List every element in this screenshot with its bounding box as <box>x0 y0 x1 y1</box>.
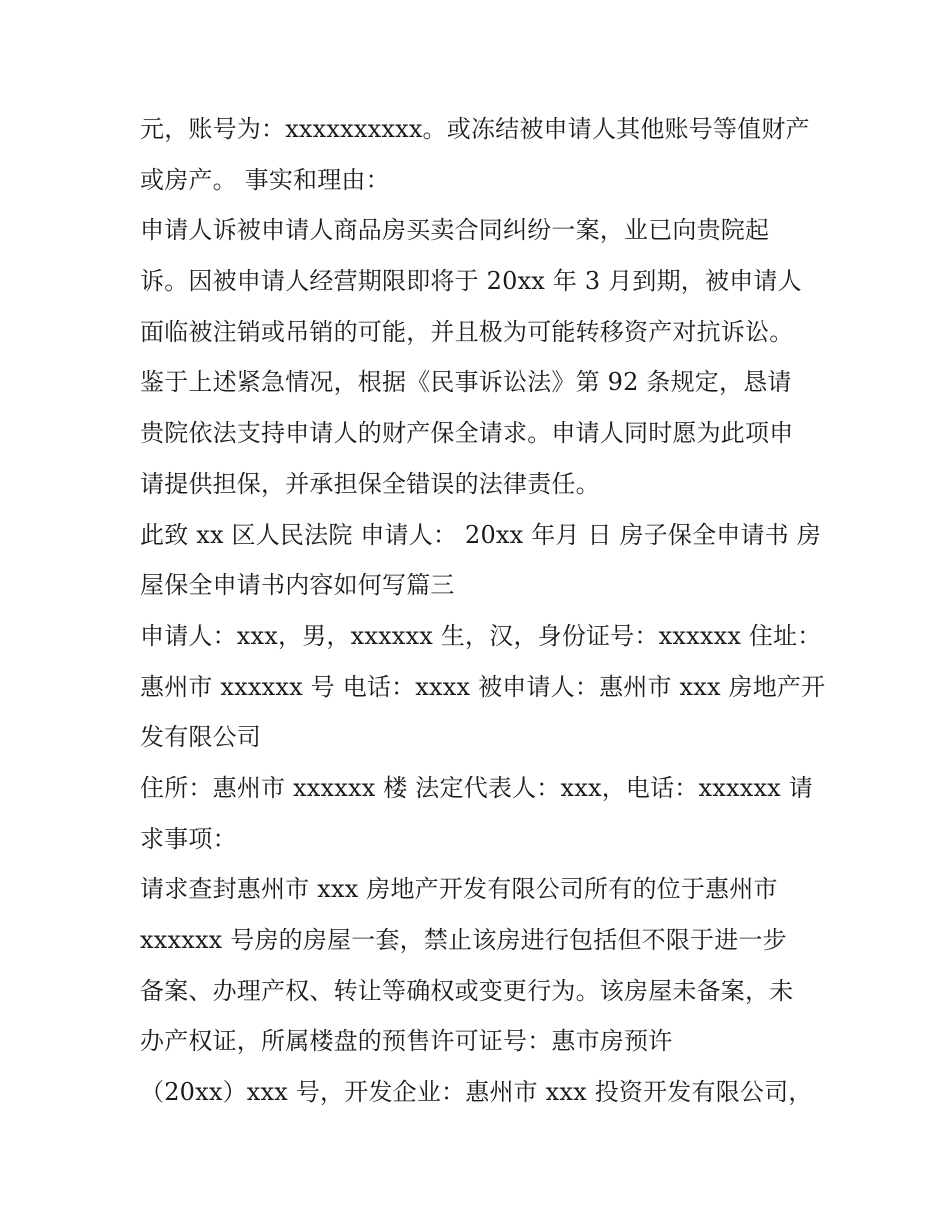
text-line-3: 申请人诉被申请人商品房买卖合同纠纷一案，业已向贵院起 <box>140 216 770 245</box>
text-line-1: 元，账号为：xxxxxxxxxx。或冻结被申请人其他账号等值财产 <box>140 115 810 143</box>
text-line-20: （20xx）xxx 号，开发企业：惠州市 xxx 投资开发有限公司， <box>140 1078 813 1107</box>
text-line-6: 鉴于上述紧急情况，根据《民事诉讼法》第 92 条规定，恳请 <box>140 368 792 397</box>
text-line-4: 诉。因被申请人经营期限即将于 20xx 年 3 月到期，被申请人 <box>140 267 802 296</box>
text-line-17: xxxxxx 号房的房屋一套，禁止该房进行包括但不限于进一步 <box>140 926 787 954</box>
text-line-18: 备案、办理产权、转让等确权或变更行为。该房屋未备案，未 <box>140 976 794 1005</box>
text-line-7: 贵院依法支持申请人的财产保全请求。申请人同时愿为此项申 <box>140 419 794 448</box>
text-line-9: 此致 xx 区人民法院 申请人： 20xx 年月 日 房子保全申请书 房 <box>140 520 821 549</box>
text-line-14: 住所：惠州市 xxxxxx 楼 法定代表人：xxx，电话：xxxxxx 请 <box>140 773 813 802</box>
text-line-19: 办产权证，所属楼盘的预售许可证号：惠市房预许 <box>140 1027 673 1056</box>
text-line-5: 面临被注销或吊销的可能，并且极为可能转移资产对抗诉讼。 <box>140 317 794 346</box>
text-line-10: 屋保全申请书内容如何写篇三 <box>140 571 455 600</box>
text-line-16: 请求查封惠州市 xxx 房地产开发有限公司所有的位于惠州市 <box>140 875 778 904</box>
text-line-8: 请提供担保，并承担保全错误的法律责任。 <box>140 469 600 498</box>
text-line-2: 或房产。 事实和理由： <box>140 165 390 194</box>
text-line-15: 求事项： <box>140 824 237 853</box>
text-line-12: 惠州市 xxxxxx 号 电话：xxxx 被申请人：惠州市 xxx 房地产开 <box>140 672 826 701</box>
text-line-13: 发有限公司 <box>140 723 261 752</box>
text-line-11: 申请人：xxx，男，xxxxxx 生，汉，身份证号：xxxxxx 住址： <box>140 621 822 650</box>
document-body <box>140 104 826 1118</box>
